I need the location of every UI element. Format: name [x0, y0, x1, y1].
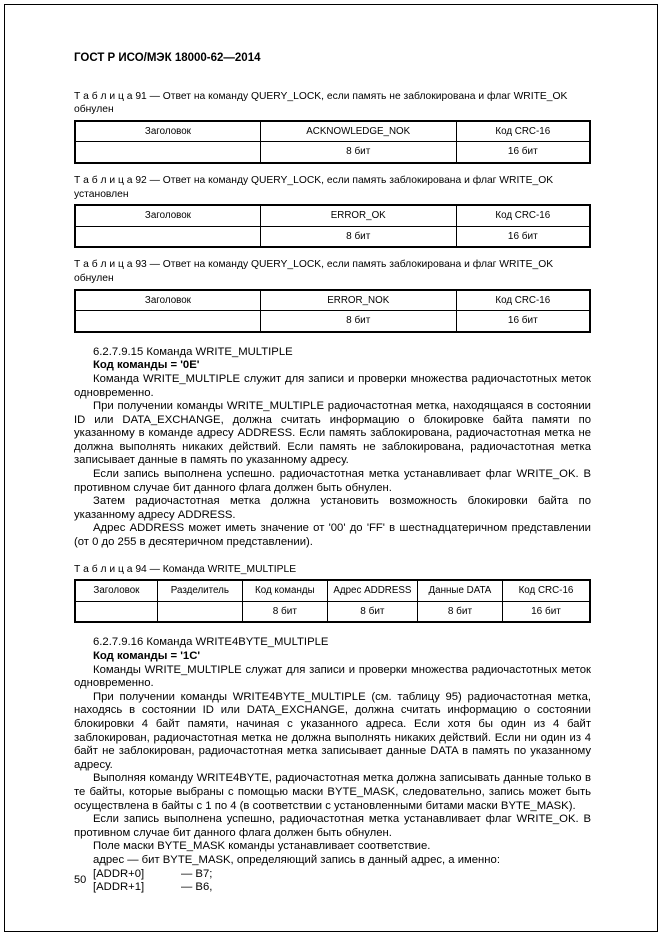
addr-bit: — B6, [181, 881, 213, 894]
table-header-cell: ACKNOWLEDGE_NOK [260, 121, 456, 142]
table-cell: 8 бит [327, 601, 417, 622]
addr-bit: — B7; [181, 867, 213, 880]
table-cell: 8 бит [242, 601, 327, 622]
table-94-caption: Т а б л и ц а 94 — Команда WRITE_MULTIPLE [74, 563, 297, 575]
table-header-cell: Заголовок [75, 121, 260, 142]
table-header-row [75, 580, 590, 601]
paragraph: адрес — бит BYTE_MASK, определяющий запись в данный адрес, а именно: [93, 853, 500, 866]
paragraph: Выполняя команду WRITE4BYTE, радиочастотная метка должна записывать данные только в те байты, которые выбраны с помощью маски BYTE_MASK, следовательно, запись может быть осуществлена в байты с 1 по 4 (в соответствии с установленными битами маски BYTE_MASK). [74, 772, 591, 812]
paragraph: Затем радиочастотная метка должна установить возможность блокировки байта по указанному адресу ADDRESS. [74, 495, 591, 521]
paragraph: Если запись выполнена успешно, радиочастотная метка устанавливает флаг WRITE_OK. В противном случае бит данного флага должен быть обнулен. [74, 813, 591, 839]
paragraph: При получении команды WRITE_MULTIPLE радиочастотная метка, находящаяся в состоянии ID или DATA_EXCHANGE, должна считать информацию о блокировке байта памяти по указанному в команде адресу ADDRESS. Если память заблокирована, радиочастотная метка не должна выполнять никаких действий. Если память не заблокирована, радиочастотная метка записывает данные в память по указанному адресу. [74, 400, 591, 467]
section-heading: 6.2.7.9.16 Команда WRITE4BYTE_MULTIPLE [93, 636, 329, 649]
addr-label: [ADDR+0] [93, 867, 145, 880]
addr-mask-line [74, 868, 591, 882]
section-heading: 6.2.7.9.15 Команда WRITE_MULTIPLE [93, 345, 293, 358]
table-header-row [75, 121, 590, 142]
table-cell: 8 бит [260, 311, 456, 332]
table-94 [74, 579, 591, 623]
section-6-2-7-9-16 [74, 636, 591, 894]
command-code-line: Код команды = '0Е' [93, 359, 200, 372]
table-92 [74, 204, 591, 248]
table-header-cell: Код CRC-16 [456, 290, 590, 311]
table-header-row [75, 290, 590, 311]
table-header-cell: ERROR_NOK [260, 290, 456, 311]
table-row [75, 601, 590, 622]
command-code-line: Код команды = '1С' [93, 650, 201, 662]
table-91 [74, 120, 591, 164]
table-cell: 16 бит [456, 142, 590, 163]
paragraph: Команда WRITE_MULTIPLE служит для записи и проверки множества радиочастотных меток одновременно. [74, 372, 591, 399]
table-cell [75, 226, 260, 247]
page-number: 50 [74, 874, 87, 886]
table-cell [75, 142, 260, 163]
paragraph: Если запись выполнена успешно. радиочастотная метка устанавливает флаг WRITE_OK. В противном случае бит данного флага должен быть обнулен. [74, 468, 591, 494]
table-row [75, 311, 590, 332]
table-header-cell: Заголовок [75, 205, 260, 226]
table-header-cell: Заголовок [75, 580, 157, 601]
table-header-row [75, 205, 590, 226]
table-row [75, 142, 590, 163]
table-cell [75, 311, 260, 332]
table-cell: 16 бит [456, 226, 590, 247]
table-91-caption: Т а б л и ц а 91 — Ответ на команду QUERY_LOCK, если память не заблокирована и флаг WRITE_OK обнулен [74, 90, 568, 116]
table-cell [75, 601, 157, 622]
paragraph: Поле маски BYTE_MASK команды устанавливает соответствие. [93, 840, 431, 853]
addr-label: [ADDR+1] [93, 881, 145, 894]
table-cell: 16 бит [456, 311, 590, 332]
table-92-caption: Т а б л и ц а 92 — Ответ на команду QUERY_LOCK, если память заблокирована и флаг WRITE_OK установлен [74, 174, 554, 200]
paragraph: При получении команды WRITE4BYTE_MULTIPLE (см. таблицу 95) радиочастотная метка, находясь в состоянии ID или DATA_EXCHANGE, должна считать информацию о состоянии блокировки 4 байт памяти, начиная с указанного адреса. Если хотя бы один из 4 байт заблокирован, радиочастотная метка не должна выполнять никаких действий. Если ни один из 4 байт не заблокирован, радиочастотная метка записывает данные DATA в память по указанному адресу. [74, 690, 591, 771]
table-cell: 8 бит [260, 226, 456, 247]
table-cell [157, 601, 242, 622]
table-header-cell: Разделитель [157, 580, 242, 601]
table-header-cell: Код команды [242, 580, 327, 601]
table-header-cell: ERROR_OK [260, 205, 456, 226]
table-header-cell: Данные DATA [417, 580, 502, 601]
table-header-cell: Код CRC-16 [456, 121, 590, 142]
table-cell: 8 бит [417, 601, 502, 622]
table-header-cell: Код CRC-16 [456, 205, 590, 226]
table-cell: 16 бит [502, 601, 590, 622]
table-row [75, 226, 590, 247]
table-header-cell: Адрес ADDRESS [327, 580, 417, 601]
paragraph: Адрес ADDRESS может иметь значение от '00' до 'FF' в шестнадцатеричном представлении (от 0 до 255 в десятеричном представлении). [74, 522, 591, 549]
page-content [74, 52, 591, 895]
addr-mask-line [74, 881, 591, 895]
doc-header: ГОСТ Р ИСО/МЭК 18000-62—2014 [74, 52, 261, 64]
section-6-2-7-9-15 [74, 346, 591, 550]
paragraph: Команды WRITE_MULTIPLE служат для записи и проверки множества радиочастотных меток одновременно. [74, 663, 591, 690]
table-header-cell: Заголовок [75, 290, 260, 311]
table-93 [74, 289, 591, 333]
table-header-cell: Код CRC-16 [502, 580, 590, 601]
table-cell: 8 бит [260, 142, 456, 163]
table-93-caption: Т а б л и ц а 93 — Ответ на команду QUERY_LOCK, если память заблокирована и флаг WRITE_OK обнулен [74, 259, 554, 284]
